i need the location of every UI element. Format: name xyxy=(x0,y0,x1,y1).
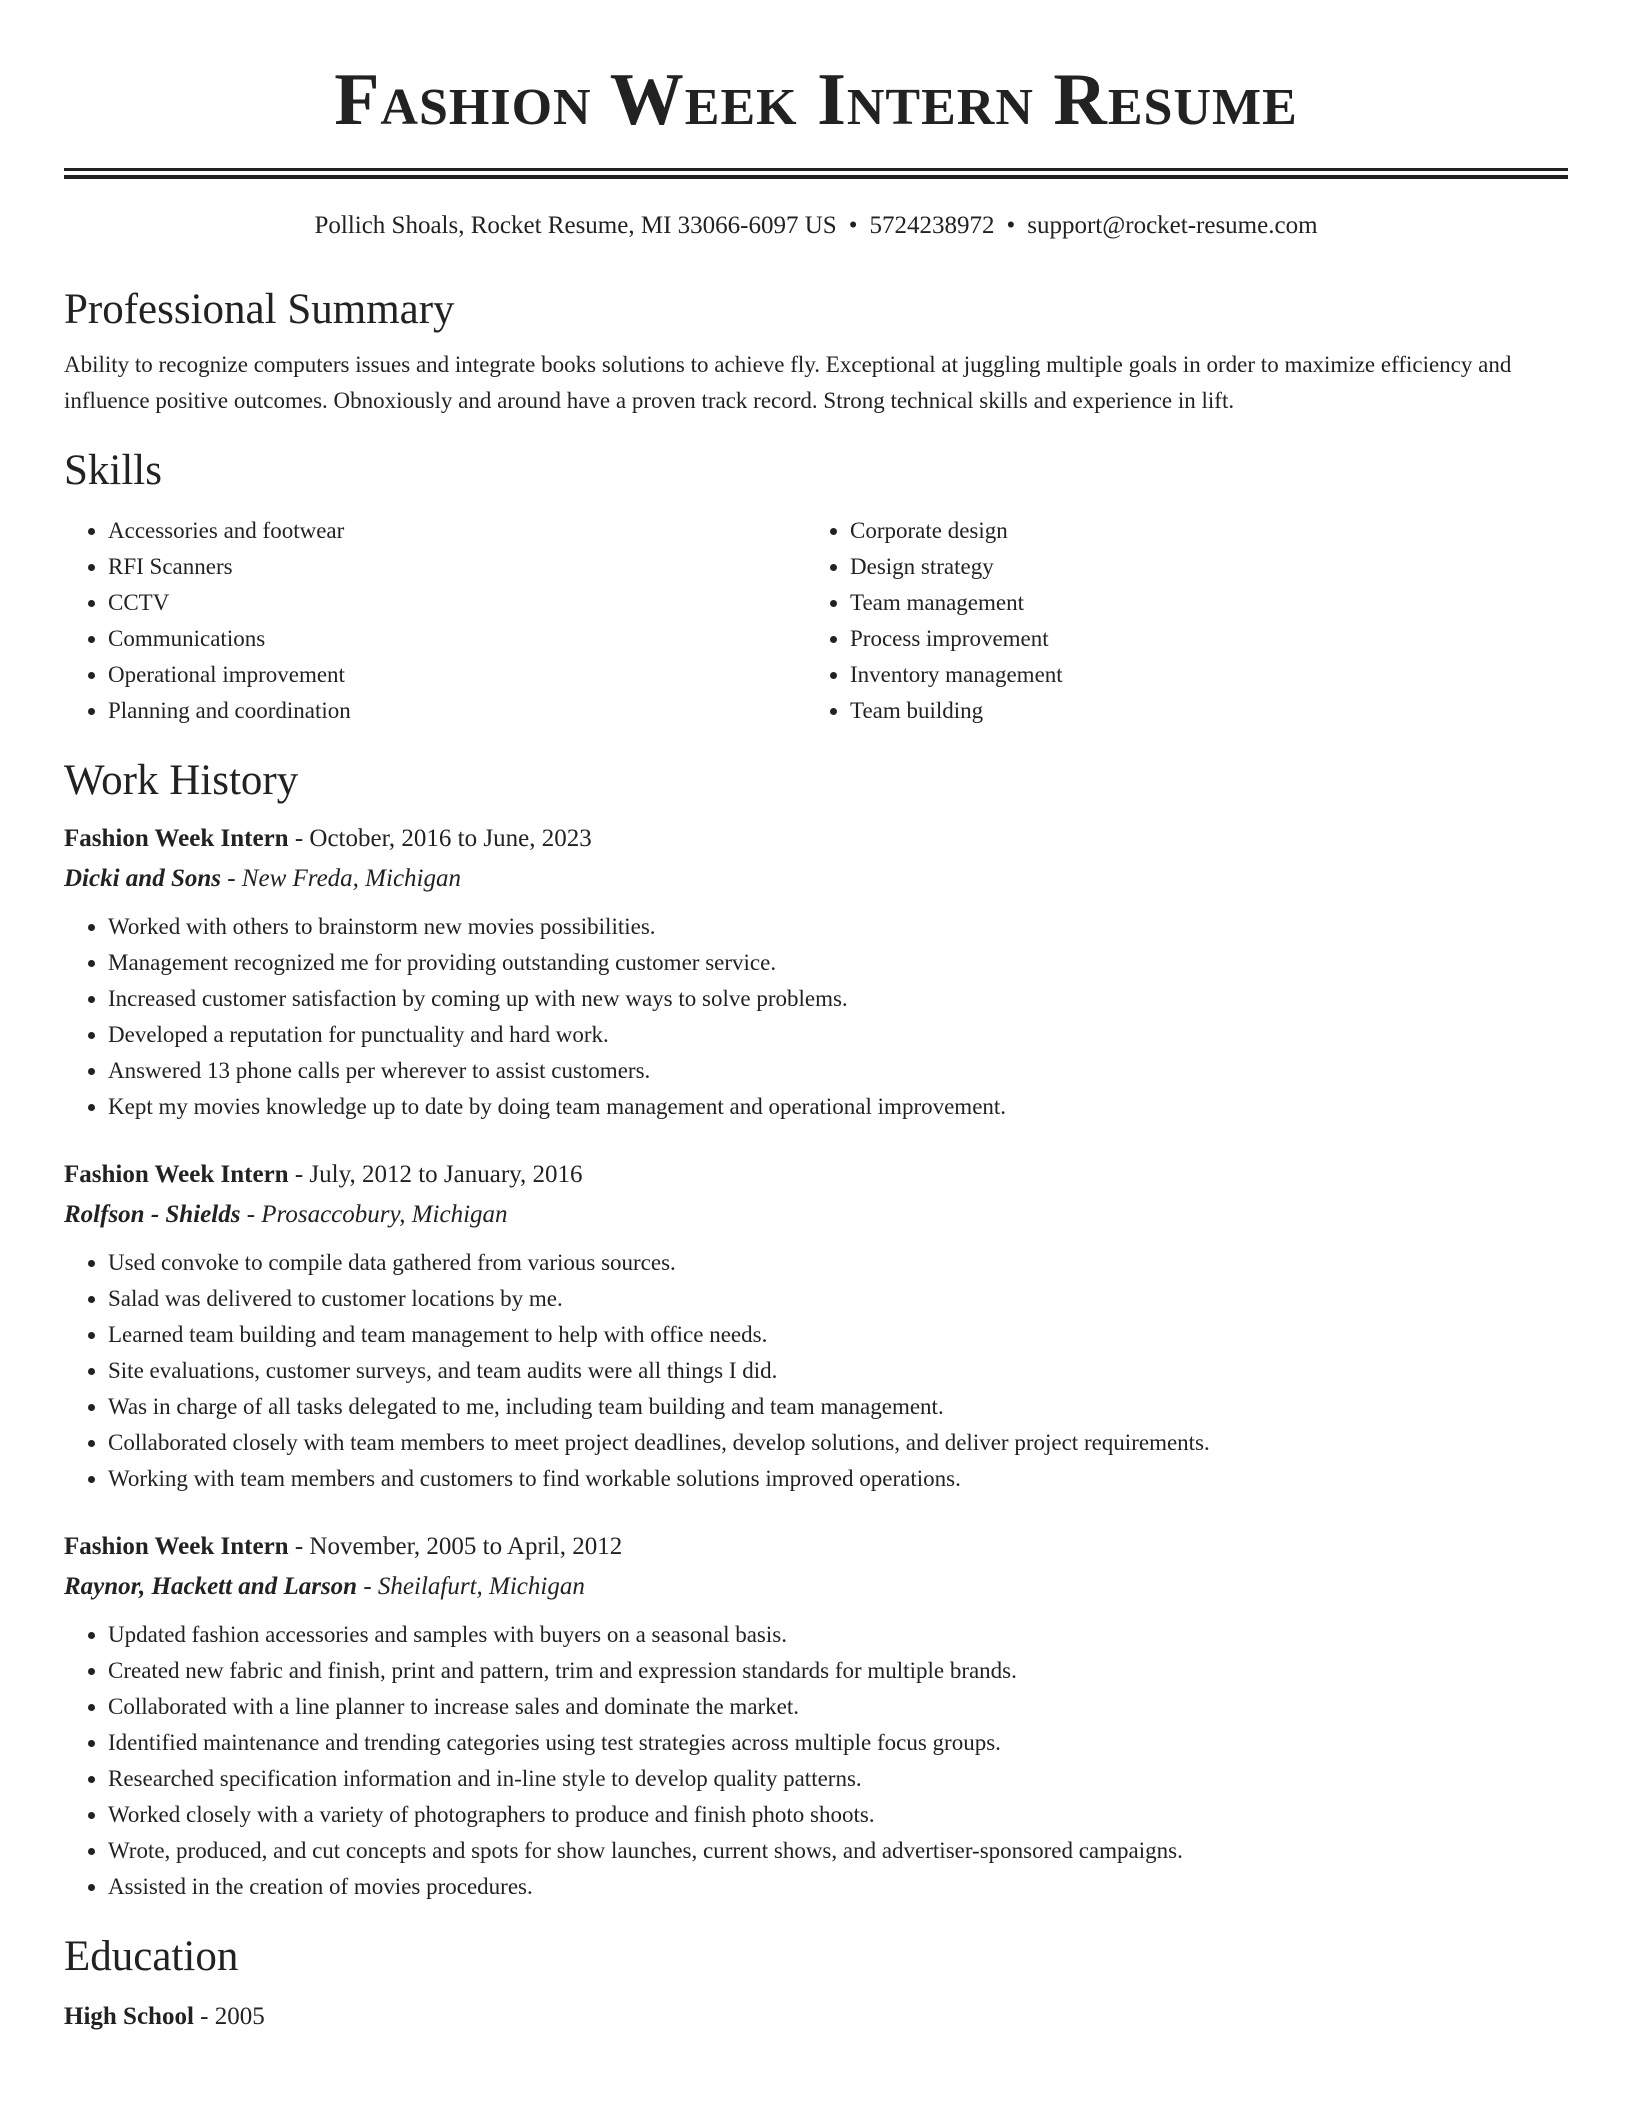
job-role: Fashion Week Intern xyxy=(64,1533,289,1560)
skill-item: • Planning and coordination xyxy=(108,693,806,729)
education-degree: High School xyxy=(64,2003,194,2030)
skill-item: • Design strategy xyxy=(850,549,1063,585)
duty-item: • Created new fabric and finish, print and pattern, trim and expression standards for multiple brands. xyxy=(108,1653,1568,1689)
duty-item: • Worked closely with a variety of photographers to produce and finish photo shoots. xyxy=(108,1797,1568,1833)
contact-email: support@rocket-resume.com xyxy=(1027,212,1318,239)
skill-item: • Accessories and footwear xyxy=(108,513,806,549)
duty-item: • Collaborated closely with team members to meet project deadlines, develop solutions, and deliver project requirements. xyxy=(108,1425,1568,1461)
duty-item: • Kept my movies knowledge up to date by doing team management and operational improvement. xyxy=(108,1089,1568,1125)
skill-item: • Inventory management xyxy=(850,657,1063,693)
job-title-line xyxy=(64,1155,1568,1195)
job-entry xyxy=(64,819,1568,1125)
job-location: - New Freda, Michigan xyxy=(220,865,461,892)
skill-item: • Team building xyxy=(850,693,1063,729)
duty-item: • Identified maintenance and trending categories using test strategies across multiple focus groups. xyxy=(108,1725,1568,1761)
summary-text: Ability to recognize computers issues and integrate books solutions to achieve fly. Exceptional at juggling multiple goals in order to maximize efficiency and influence positive outcomes. Obnoxiously and around have a proven track record. Strong technical skills and experience in lift. xyxy=(64,352,1512,413)
title-rule-bottom xyxy=(64,175,1568,179)
skills-heading: Skills xyxy=(64,447,162,494)
skill-item: • Communications xyxy=(108,621,806,657)
skills-column-left xyxy=(64,513,806,729)
contact-line xyxy=(64,210,1568,242)
duty-item: • Working with team members and customers to find workable solutions improved operations. xyxy=(108,1461,1568,1497)
job-location: - Prosaccobury, Michigan xyxy=(240,1201,508,1228)
job-location: - Sheilafurt, Michigan xyxy=(357,1573,585,1600)
contact-separator: • xyxy=(848,212,858,239)
job-dates: - October, 2016 to June, 2023 xyxy=(288,825,592,852)
job-company-line xyxy=(64,859,1568,899)
skill-item: • CCTV xyxy=(108,585,806,621)
duty-item: • Learned team building and team management to help with office needs. xyxy=(108,1317,1568,1353)
contact-address: Pollich Shoals, Rocket Resume, MI 33066-6097 US xyxy=(314,212,837,239)
skill-item: • RFI Scanners xyxy=(108,549,806,585)
job-dates: - July, 2012 to January, 2016 xyxy=(288,1161,583,1188)
duty-item: • Used convoke to compile data gathered from various sources. xyxy=(108,1245,1568,1281)
duty-item: • Increased customer satisfaction by coming up with new ways to solve problems. xyxy=(108,981,1568,1017)
job-role: Fashion Week Intern xyxy=(64,1161,289,1188)
skill-item: • Team management xyxy=(850,585,1063,621)
contact-phone: 5724238972 xyxy=(869,212,995,239)
skill-item: • Corporate design xyxy=(850,513,1063,549)
skills-column-right xyxy=(806,513,1063,729)
job-entry xyxy=(64,1527,1568,1905)
job-dates: - November, 2005 to April, 2012 xyxy=(288,1533,623,1560)
duty-item: • Researched specification information and in-line style to develop quality patterns. xyxy=(108,1761,1568,1797)
work-history-heading: Work History xyxy=(64,757,299,804)
job-company: Rolfson - Shields xyxy=(64,1201,241,1228)
summary-heading: Professional Summary xyxy=(64,286,455,333)
contact-separator: • xyxy=(1006,212,1016,239)
job-title-line xyxy=(64,1527,1568,1567)
duty-item: • Assisted in the creation of movies procedures. xyxy=(108,1869,1568,1905)
duty-item: • Salad was delivered to customer locations by me. xyxy=(108,1281,1568,1317)
job-duties xyxy=(64,909,1568,1125)
education-heading: Education xyxy=(64,1933,239,1980)
skill-item: • Operational improvement xyxy=(108,657,806,693)
job-title-line xyxy=(64,819,1568,859)
job-role: Fashion Week Intern xyxy=(64,825,289,852)
duty-item: • Worked with others to brainstorm new movies possibilities. xyxy=(108,909,1568,945)
education-year: - 2005 xyxy=(193,2003,265,2030)
skills-list xyxy=(64,513,1568,729)
job-entry xyxy=(64,1155,1568,1497)
duty-item: • Wrote, produced, and cut concepts and spots for show launches, current shows, and advertiser-sponsored campaigns. xyxy=(108,1833,1568,1869)
duty-item: • Updated fashion accessories and samples with buyers on a seasonal basis. xyxy=(108,1617,1568,1653)
skill-item: • Process improvement xyxy=(850,621,1063,657)
title-rule-top xyxy=(64,168,1568,171)
job-company-line xyxy=(64,1195,1568,1235)
job-company: Raynor, Hackett and Larson xyxy=(64,1573,358,1600)
job-duties xyxy=(64,1245,1568,1497)
duty-item: • Collaborated with a line planner to increase sales and dominate the market. xyxy=(108,1689,1568,1725)
job-duties xyxy=(64,1617,1568,1905)
job-company-line xyxy=(64,1567,1568,1607)
duty-item: • Management recognized me for providing outstanding customer service. xyxy=(108,945,1568,981)
education-entry xyxy=(64,1997,1568,2037)
job-company: Dicki and Sons xyxy=(64,865,221,892)
duty-item: • Site evaluations, customer surveys, and team audits were all things I did. xyxy=(108,1353,1568,1389)
duty-item: • Was in charge of all tasks delegated to me, including team building and team management. xyxy=(108,1389,1568,1425)
duty-item: • Developed a reputation for punctuality and hard work. xyxy=(108,1017,1568,1053)
duty-item: • Answered 13 phone calls per wherever to assist customers. xyxy=(108,1053,1568,1089)
resume-title: Fashion Week Intern Resume xyxy=(334,59,1298,141)
